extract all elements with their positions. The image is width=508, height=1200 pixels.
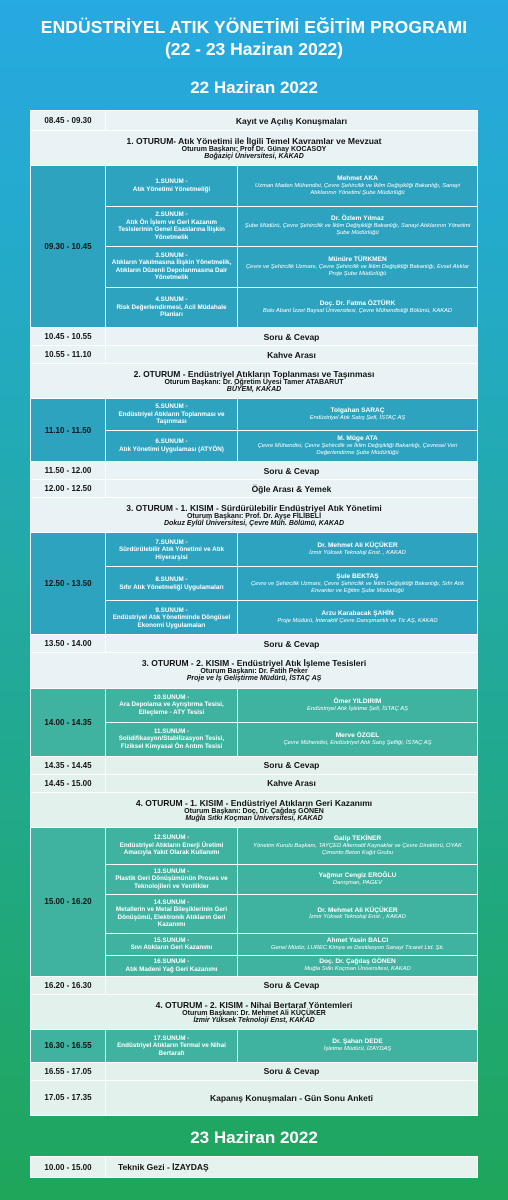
talk-speaker: Dr. Özlem Yılmaz Şube Müdürü, Çevre Şehircilik ve İklim Değişikliği Bakanlığı, Sanayi Atıklarının Yönetimi Şube Müdürlüğü — [244, 215, 471, 237]
time-cell: 16.20 - 16.30 — [31, 977, 106, 994]
closing-row — [31, 1081, 477, 1115]
session-affiliation: Dokuz Eylül Üniversitesi, Çevre Müh. Bölümü, KAKAD — [163, 520, 345, 528]
session-affiliation: Proje ve İş Geliştirme Müdürü, İSTAÇ AŞ — [186, 675, 322, 683]
talk-title: 6.SUNUM - Atık Yönetimi Uygulaması (ATYÖN) — [106, 431, 238, 462]
talk-title: 1.SUNUM - Atık Yönetimi Yönetmeliği — [106, 166, 238, 206]
talk-title: 7.SUNUM - Sürdürülebilir Atık Yönetimi ve Atık Hiyerarşisi — [106, 533, 238, 566]
page-title-line2: (22 - 23 Haziran 2022) — [164, 39, 343, 59]
talk-speaker: Doç. Dr. Çağdaş GÖNEN Muğla Sıtkı Koçman Üniversitesi, KAKAD — [304, 958, 411, 973]
time-cell: 08.45 - 09.30 — [31, 111, 106, 130]
session-label: Soru & Cevap — [263, 1066, 320, 1077]
talk-speaker: Ahmet Yasin BALCI Genel Müdür, LUREC Kimya ve Destilasyon Sanayi Ticaret Ltd. Şti. — [271, 937, 444, 951]
time-cell: 14.00 - 14.35 — [31, 689, 106, 756]
talk-speaker: Yağmur Cengiz EROĞLU Danışman, PAGEV — [318, 871, 397, 886]
session3-talks — [31, 533, 477, 635]
time-cell: 11.50 - 12.00 — [31, 462, 106, 479]
talk-row — [106, 567, 477, 601]
session-chair: Oturum Başkanı: Doç. Dr. Çağdaş GÖNEN — [184, 807, 324, 815]
session-chair: Oturum Başkanı: Prof Dr. Günay KOCASOY — [181, 146, 327, 154]
session-label: Soru & Cevap — [263, 638, 320, 649]
day2-heading: 23 Haziran 2022 — [190, 1128, 318, 1147]
session-affiliation: BÜYEM, KAKAD — [226, 386, 282, 394]
talk-row — [106, 288, 477, 328]
talk-row — [106, 865, 477, 895]
talk-title: 5.SUNUM - Endüstriyel Atıkların Toplanması ve Taşınması — [106, 399, 238, 430]
talk-row — [106, 207, 477, 248]
talk-speaker: Ömer YILDIRIM Endüstriyel Atık İşletme Şefi, İSTAÇ AŞ — [307, 697, 408, 712]
time-cell: 09.30 - 10.45 — [31, 166, 106, 327]
talk-title: 2.SUNUM - Atık Ön İşlem ve Geri Kazanım Tesislerinin Genel Esaslarına İlişkin Yönetmelik — [106, 207, 238, 247]
session4-header — [31, 653, 477, 688]
talk-title: 4.SUNUM - Risk Değerlendirmesi, Acil Müdahale Planları — [106, 288, 238, 328]
session-label: Teknik Gezi - İZAYDAŞ — [106, 1157, 477, 1177]
qa-row — [31, 757, 477, 775]
session1-talks — [31, 166, 477, 328]
talk-row — [106, 166, 477, 207]
talk-title: 11.SUNUM - Solidifikasyon/Stabilizasyon Tesisi, Fiziksel Kimyasal Ön Arıtım Tesisi — [106, 723, 238, 756]
session6-header — [31, 995, 477, 1030]
time-cell: 14.45 - 15.00 — [31, 775, 106, 792]
talk-speaker: Dr. Mehmet Ali KÜÇÜKER İzmir Yüksek Teknoloji Enst. , KAKAD — [309, 542, 406, 557]
talk-title: 13.SUNUM - Plastik Geri Dönüşümünün Proses ve Teknolojileri ve Yenilikler — [106, 865, 238, 894]
talk-row — [106, 956, 477, 976]
talk-row — [106, 934, 477, 955]
session-title: 3. OTURUM - 1. KISIM - Sürdürülebilir Endüstriyel Atık Yönetimi — [126, 503, 382, 514]
session-title: 1. OTURUM- Atık Yönetimi ile İlgili Temel Kavramlar ve Mevzuat — [126, 136, 382, 147]
talk-row — [106, 399, 477, 431]
session-label: Kapanış Konuşmaları - Gün Sonu Anketi — [209, 1092, 374, 1103]
session1-header — [31, 131, 477, 166]
time-cell: 12.50 - 13.50 — [31, 533, 106, 634]
talk-title: 16.SUNUM - Atık Madeni Yağ Geri Kazanımı — [106, 956, 238, 976]
talk-speaker: Arzu Karabacak ŞAHİN Proje Müdürü, İnteraktif Çevre Danışmanlık ve Tic AŞ, KAKAD — [277, 610, 438, 625]
talk-title: 10.SUNUM - Ara Depolama ve Ayrıştırma Tesisi, Elleçleme - ATY Tesisi — [106, 689, 238, 722]
talk-speaker: Dr. Şahan DEDE İşletme Müdürü, İZAYDAŞ — [323, 1038, 392, 1053]
session-label: Soru & Cevap — [263, 331, 320, 342]
session-title: 3. OTURUM - 2. KISIM - Endüstriyel Atık İşleme Tesisleri — [141, 658, 367, 669]
session5-talks — [31, 828, 477, 977]
session3-header — [31, 498, 477, 533]
day2-schedule-table — [30, 1156, 478, 1178]
talk-title: 12.SUNUM - Endüstriyel Atıkların Enerji Üretimi Amacıyla Yakıt Olarak Kullanımı — [106, 828, 238, 864]
talk-row — [106, 689, 477, 723]
talk-speaker: Mehmet AKA Uzman Maden Mühendisi, Çevre Şehircilik ve İklim Değişikliği Bakanlığı, Sanayi Atıklarının Yönetimi Şube Müdürlüğü — [255, 174, 460, 196]
talk-title: 9.SUNUM - Endüstriyel Atık Yönetiminde Döngüsel Ekonomi Uygulamaları — [106, 601, 238, 634]
session-affiliation: İzmir Yüksek Teknoloji Enst, KAKAD — [193, 1016, 315, 1024]
talk-title: 8.SUNUM - Sıfır Atık Yönetmeliği Uygulamaları — [106, 567, 238, 600]
session-label: Soru & Cevap — [263, 980, 320, 991]
time-cell: 11.10 - 11.50 — [31, 399, 106, 461]
talk-title: 14.SUNUM - Metallerin ve Metal Bileşiklerinin Geri Dönüşümü, Elektronik Atıkların Geri Kazanımı — [106, 895, 238, 934]
talk-speaker: Galip TEKİNER Yönetim Kurulu Başkanı, TAYÇED Alternatif Kaynaklar ve Çevre Direktörü, OYAK Çimento Beton Kağıt Grubu — [253, 834, 462, 856]
time-cell: 17.05 - 17.35 — [31, 1081, 106, 1115]
session-label: Kahve Arası — [267, 349, 316, 360]
qa-row — [31, 977, 477, 995]
time-cell: 10.45 - 10.55 — [31, 328, 106, 345]
talk-speaker: Tolgahan SARAÇ Endüstriyel Atık Satış Şefi, İSTAÇ AŞ — [309, 407, 406, 421]
page-title-line1: ENDÜSTRİYEL ATIK YÖNETİMİ EĞİTİM PROGRAMI — [40, 17, 468, 37]
qa-row — [31, 328, 477, 346]
session-label: Soru & Cevap — [263, 465, 320, 476]
talk-speaker: Doç. Dr. Fatma ÖZTÜRK Bolu Abant İzzet Baysal Üniversitesi, Çevre Mühendisliği Bölümü, KAKAD — [262, 299, 453, 314]
session-chair: Oturum Başkanı: Dr. Mehmet Ali KÜÇÜKER — [182, 1009, 326, 1017]
talk-row — [106, 247, 477, 288]
break-row — [31, 346, 477, 364]
talk-title: 15.SUNUM - Sıvı Atıkların Geri Kazanımı — [106, 934, 238, 954]
session-title: 2. OTURUM - Endüstriyel Atıkların Toplanması ve Taşınması — [133, 369, 375, 380]
talk-speaker: Münüre TÜRKMEN Çevre ve Şehircilik Uzmanı, Çevre Şehircilik ve İklim Değişikliği Bakanlığı, Evsel Atıklar Proje Şube Müdürlüğü — [245, 255, 470, 277]
break-row — [31, 775, 477, 793]
talk-row — [106, 723, 477, 756]
qa-row — [31, 635, 477, 653]
time-cell: 15.00 - 16.20 — [31, 828, 106, 976]
session-title: 4. OTURUM - 2. KISIM - Nihai Bertaraf Yöntemleri — [155, 999, 353, 1010]
time-cell: 14.35 - 14.45 — [31, 757, 106, 774]
talk-speaker: Merve ÖZGEL Çevre Mühendisi, Endüstriyel Atık Satış Şefliği, İSTAÇ AŞ — [283, 731, 432, 746]
session2-header — [31, 364, 477, 399]
time-cell: 10.55 - 11.10 — [31, 346, 106, 363]
session-label: Soru & Cevap — [263, 760, 320, 771]
talk-row — [106, 431, 477, 462]
talk-speaker: Dr. Mehmet Ali KÜÇÜKER İzmir Yüksek Teknoloji Enst. , KAKAD — [309, 906, 406, 921]
session-label: Öğle Arası & Yemek — [251, 483, 332, 494]
talk-speaker: Şule BEKTAŞ Çevre ve Şehircilik Uzmanı, Çevre Şehircilik ve İklim Değişikliği Bakanlığı, Sıfır Atık Envanter ve Eğitim Şube Müdürlüğü — [250, 573, 465, 594]
talk-row — [106, 601, 477, 634]
talk-row — [106, 1030, 477, 1062]
talk-row — [106, 533, 477, 567]
session5-header — [31, 793, 477, 828]
time-cell: 13.50 - 14.00 — [31, 635, 106, 652]
session-label: Kahve Arası — [267, 778, 316, 789]
qa-row — [31, 1063, 477, 1081]
day1-schedule-table — [30, 110, 478, 1116]
session-affiliation: Boğaziçi Üniversitesi, KAKAD — [204, 153, 304, 161]
opening-row — [31, 111, 477, 131]
session2-talks — [31, 399, 477, 462]
day1-heading: 22 Haziran 2022 — [190, 78, 318, 97]
session-affiliation: Muğla Sıtkı Koçman Üniversitesi, KAKAD — [185, 814, 323, 822]
session4-talks — [31, 689, 477, 757]
talk-row — [106, 828, 477, 865]
talk-speaker: M. Müge ATA Çevre Mühendisi, Çevre Şehircilik ve İklim Değişikliği Bakanlığı, Çevresel Veri Değerlendirme Şube Müdürlüğü — [257, 435, 458, 456]
session-label: Kayıt ve Açılış Konuşmaları — [235, 115, 348, 126]
time-cell: 10.00 - 15.00 — [31, 1157, 106, 1177]
session-title: 4. OTURUM - 1. KISIM - Endüstriyel Atıkların Geri Kazanımı — [135, 797, 373, 808]
session-chair: Oturum Başkanı: Dr. Fatih Peker — [200, 668, 308, 676]
talk-row — [106, 895, 477, 935]
talk-title: 3.SUNUM - Atıkların Yakılmasına İlişkin Yönetmelik, Atıkların Düzenli Depolanmasına Dair Yönetmelik — [106, 247, 238, 287]
lunch-row — [31, 480, 477, 498]
time-cell: 12.00 - 12.50 — [31, 480, 106, 497]
session-chair: Oturum Başkanı: Dr. Öğretim Üyesi Tamer ATABARUT — [164, 379, 344, 387]
talk-title: 17.SUNUM - Endüstriyel Atıkların Termal ve Nihai Bertarafı — [106, 1030, 238, 1062]
time-cell: 16.55 - 17.05 — [31, 1063, 106, 1080]
session6-talks — [31, 1030, 477, 1063]
time-cell: 16.30 - 16.55 — [31, 1030, 106, 1062]
session-chair: Oturum Başkanı: Prof. Dr. Ayşe FİLİBELİ — [186, 513, 322, 521]
qa-row — [31, 462, 477, 480]
